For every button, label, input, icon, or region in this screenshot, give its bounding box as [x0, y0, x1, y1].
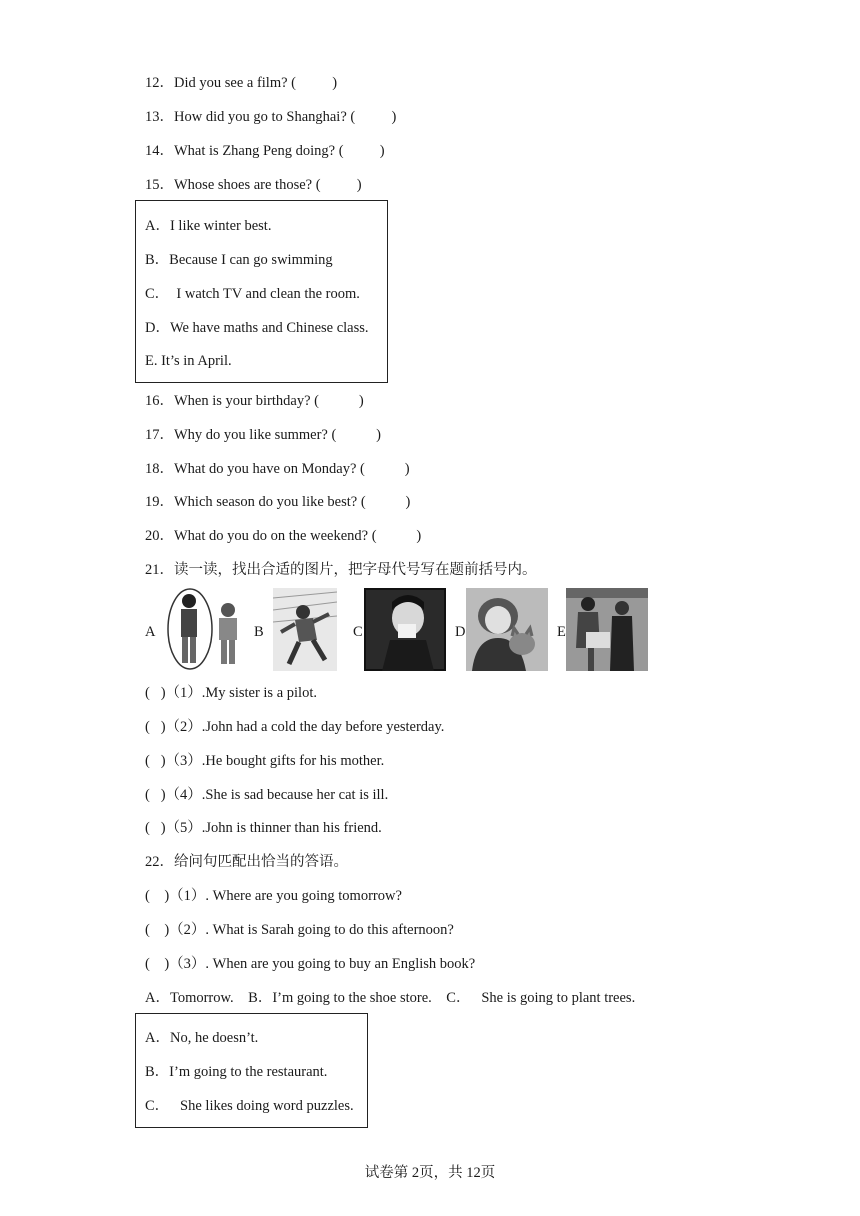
picture-d	[466, 588, 548, 671]
picture-a	[160, 588, 242, 671]
question-22-instruction: 22．给问句匹配出恰当的答语。	[145, 854, 348, 870]
question-22-options: A．Tomorrow. B．I’m going to the shoe store. C． She is going to plant trees.	[145, 990, 636, 1006]
option-c: C． She likes doing word puzzles.	[145, 1098, 354, 1114]
picture-label-e: E	[557, 624, 566, 640]
question-22-item-3: ( )（3）. When are you going to buy an English book?	[145, 956, 476, 972]
picture-b	[273, 588, 337, 671]
option-a: A．I like winter best.	[145, 218, 272, 234]
page-footer: 试卷第 2页，共 12页	[364, 1165, 496, 1181]
question-21-item-3: ( )（3）.He bought gifts for his mother.	[145, 753, 385, 769]
question-21-item-2: ( )（2）.John had a cold the day before yesterday.	[145, 719, 445, 735]
question-22-item-1: ( )（1）. Where are you going tomorrow?	[145, 888, 402, 904]
question-13: 13．How did you go to Shanghai? ( )	[145, 109, 397, 125]
question-21-item-5: ( )（5）.John is thinner than his friend.	[145, 820, 382, 836]
question-18: 18．What do you have on Monday? ( )	[145, 461, 410, 477]
question-12: 12．Did you see a film? ( )	[145, 75, 338, 91]
options-box-2	[135, 1013, 368, 1128]
question-15: 15．Whose shoes are those? ( )	[145, 177, 362, 193]
question-17: 17．Why do you like summer? ( )	[145, 427, 381, 443]
picture-label-b: B	[254, 624, 264, 640]
option-b: B．I’m going to the restaurant.	[145, 1064, 328, 1080]
question-22-item-2: ( )（2）. What is Sarah going to do this afternoon?	[145, 922, 454, 938]
question-20: 20．What do you do on the weekend? ( )	[145, 528, 422, 544]
option-c: C． I watch TV and clean the room.	[145, 286, 360, 302]
option-d: D．We have maths and Chinese class.	[145, 320, 369, 336]
options-box-1	[135, 200, 388, 383]
option-b: B．Because I can go swimming	[145, 252, 333, 268]
option-e: E. It’s in April.	[145, 353, 232, 369]
picture-e	[566, 588, 648, 671]
question-21-item-1: ( )（1）.My sister is a pilot.	[145, 685, 317, 701]
picture-label-a: A	[145, 624, 156, 640]
question-19: 19．Which season do you like best? ( )	[145, 494, 411, 510]
picture-label-d: D	[455, 624, 466, 640]
question-14: 14．What is Zhang Peng doing? ( )	[145, 143, 385, 159]
question-21-instruction: 21．读一读，找出合适的图片，把字母代号写在题前括号内。	[145, 562, 537, 578]
question-21-item-4: ( )（4）.She is sad because her cat is ill.	[145, 787, 389, 803]
question-16: 16．When is your birthday? ( )	[145, 393, 364, 409]
option-a: A．No, he doesn’t.	[145, 1030, 259, 1046]
picture-label-c: C	[353, 624, 363, 640]
picture-c	[364, 588, 446, 671]
